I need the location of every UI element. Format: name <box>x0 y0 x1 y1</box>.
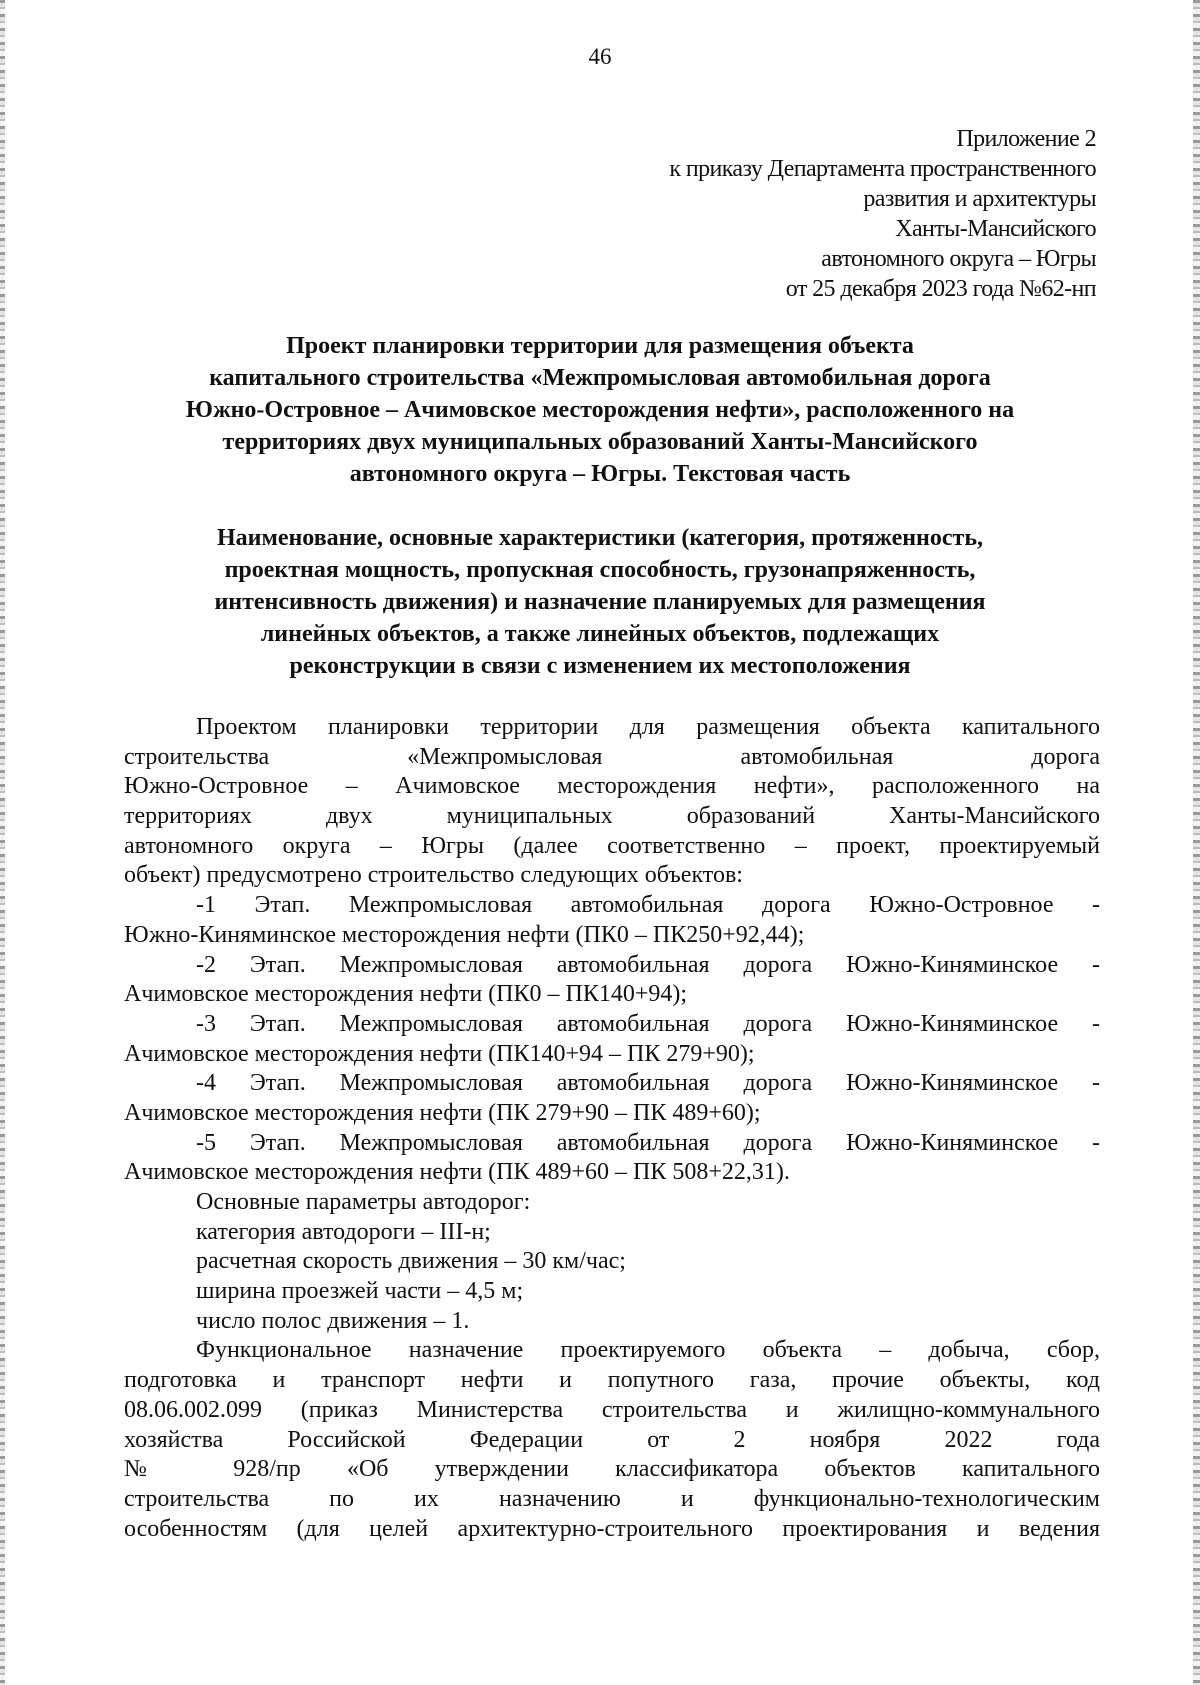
body-line: Южно-Островное – Ачимовское месторождения нефти», расположенного на <box>124 773 1100 800</box>
body-line: строительства «Межпромысловая автомобильная дорога <box>124 743 1100 770</box>
appendix-line: к приказу Департамента пространственного <box>669 156 1096 182</box>
body-line: -3 Этап. Межпромысловая автомобильная дорога Южно-Киняминское - <box>196 1010 1100 1037</box>
body-line: Проектом планировки территории для размещения объекта капитального <box>196 714 1100 740</box>
body-line: Основные параметры автодорог: <box>196 1189 531 1215</box>
body-line: Ачимовское месторождения нефти (ПК 489+60 – ПК 508+22,31). <box>124 1159 790 1186</box>
heading-line: линейных объектов, а также линейных объектов, подлежащих <box>260 621 940 647</box>
appendix-line: развития и архитектуры <box>863 186 1096 212</box>
section-heading <box>120 522 1080 682</box>
appendix-line: Приложение 2 <box>956 126 1096 152</box>
scan-edge-right <box>1193 0 1200 1685</box>
document-title <box>120 330 1080 490</box>
title-line: Южно-Островное – Ачимовское месторождения нефти», расположенного на <box>185 397 1015 423</box>
body-line: Ачимовское месторождения нефти (ПК0 – ПК140+94); <box>124 981 688 1008</box>
body-line: Ачимовское месторождения нефти (ПК140+94 – ПК 279+90); <box>124 1040 755 1067</box>
body-line: особенностям (для целей архитектурно-строительного проектирования и ведения <box>124 1515 1100 1542</box>
body-line: хозяйства Российской Федерации от 2 ноября 2022 года <box>124 1426 1100 1453</box>
body-line: категория автодороги – III-н; <box>196 1218 491 1245</box>
body-line: -2 Этап. Межпромысловая автомобильная дорога Южно-Киняминское - <box>196 951 1100 978</box>
heading-line: интенсивность движения) и назначение планируемых для размещения <box>214 589 986 615</box>
appendix-line: автономного округа – Югры <box>821 246 1096 272</box>
body-line: территориях двух муниципальных образований Ханты-Мансийского <box>124 803 1100 830</box>
body-line: -4 Этап. Межпромысловая автомобильная дорога Южно-Киняминское - <box>196 1070 1100 1097</box>
body-line: строительства по их назначению и функционально-технологическим <box>124 1485 1100 1512</box>
appendix-header <box>496 124 1096 304</box>
body-line: объект) предусмотрено строительство следующих объектов: <box>124 862 743 889</box>
body-line: расчетная скорость движения – 30 км/час; <box>196 1248 626 1275</box>
appendix-line: Ханты-Мансийского <box>895 216 1096 242</box>
scan-edge-left <box>0 0 5 1685</box>
body-line: Ачимовское месторождения нефти (ПК 279+90 – ПК 489+60); <box>124 1099 761 1126</box>
body-line: подготовка и транспорт нефти и попутного газа, прочие объекты, код <box>124 1367 1100 1394</box>
body-text <box>124 713 1100 1544</box>
title-line: территориях двух муниципальных образований Ханты-Мансийского <box>222 429 978 455</box>
body-line: -5 Этап. Межпромысловая автомобильная дорога Южно-Киняминское - <box>196 1129 1100 1156</box>
appendix-line: от 25 декабря 2023 года №62-нп <box>785 276 1096 302</box>
body-line: ширина проезжей части – 4,5 м; <box>196 1278 524 1305</box>
body-line: автономного округа – Югры (далее соответственно – проект, проектируемый <box>124 832 1100 859</box>
title-line: автономного округа – Югры. Текстовая часть <box>349 461 851 487</box>
page-number: 46 <box>588 44 612 69</box>
body-line: -1 Этап. Межпромысловая автомобильная дорога Южно-Островное - <box>196 892 1100 919</box>
heading-line: проектная мощность, пропускная способность, грузонапряженность, <box>224 557 976 583</box>
body-line: число полос движения – 1. <box>196 1307 470 1334</box>
heading-line: Наименование, основные характеристики (категория, протяженность, <box>216 525 984 551</box>
heading-line: реконструкции в связи с изменением их местоположения <box>289 653 911 679</box>
title-line: Проект планировки территории для размещения объекта <box>286 333 914 359</box>
body-line: Функциональное назначение проектируемого объекта – добыча, сбор, <box>196 1337 1100 1364</box>
body-line: № 928/пр «Об утверждении классификатора объектов капитального <box>124 1456 1100 1483</box>
title-line: капитального строительства «Межпромысловая автомобильная дорога <box>209 365 991 391</box>
body-line: 08.06.002.099 (приказ Министерства строительства и жилищно-коммунального <box>124 1396 1100 1423</box>
body-line: Южно-Киняминское месторождения нефти (ПК0 – ПК250+92,44); <box>124 921 805 948</box>
